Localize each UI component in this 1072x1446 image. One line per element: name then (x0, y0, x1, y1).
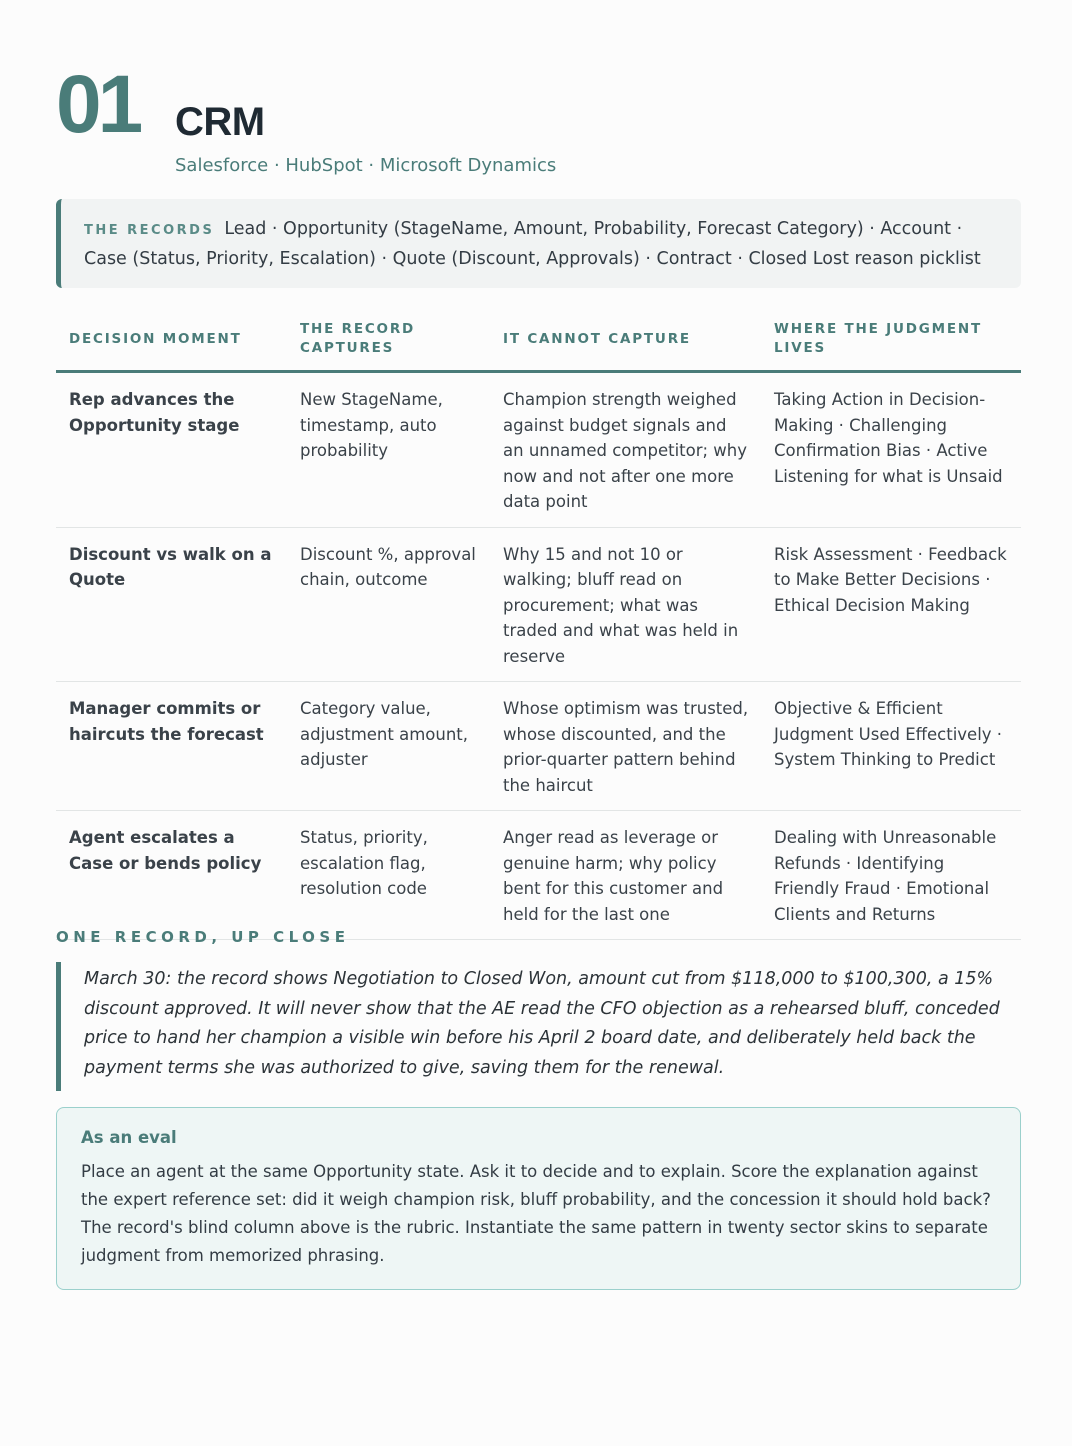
decision-moment-cell: Discount vs walk on a Quote (56, 527, 287, 682)
record-captures-cell: Status, priority, escalation flag, resolution code (287, 811, 490, 940)
table-row (56, 527, 1021, 682)
eval-title: As an eval (81, 1128, 177, 1147)
record-captures-cell: Discount %, approval chain, outcome (287, 527, 490, 682)
record-captures-cell: New StageName, timestamp, auto probability (287, 372, 490, 528)
decision-moment-cell: Rep advances the Opportunity stage (56, 372, 287, 528)
cannot-capture-cell: Anger read as leverage or genuine harm; why policy bent for this customer and held for the last one (490, 811, 761, 940)
column-header-decision-moment: DECISION MOMENT (56, 310, 287, 372)
records-text: Lead · Opportunity (StageName, Amount, Probability, Forecast Category) · Account · Case (Status, Priority, Escalation) · Quote (Discount, Approvals) · Contract · Closed Lost reason picklist (84, 219, 981, 269)
cannot-capture-cell: Whose optimism was trusted, whose discounted, and the prior-quarter pattern behind the haircut (490, 682, 761, 811)
column-header-record-captures: THE RECORD CAPTURES (287, 310, 490, 372)
decision-table (56, 310, 1021, 940)
judgment-lives-cell: Dealing with Unreasonable Refunds · Identifying Friendly Fraud · Emotional Clients and Returns (761, 811, 1021, 940)
decision-moment-cell: Manager commits or haircuts the forecast (56, 682, 287, 811)
closeup-label: ONE RECORD, UP CLOSE (56, 928, 350, 946)
judgment-lives-cell: Risk Assessment · Feedback to Make Better Decisions · Ethical Decision Making (761, 527, 1021, 682)
records-label: THE RECORDS (84, 223, 215, 238)
table-header-row (56, 310, 1021, 372)
eval-callout (56, 1107, 1021, 1290)
table-row (56, 811, 1021, 940)
records-callout (56, 199, 1021, 288)
eval-body: Place an agent at the same Opportunity state. Ask it to decide and to explain. Score the explanation against the expert reference set: did it weigh champion risk, bluff probability, and the concession it should hold back? The record's blind column above is the rubric. Instantiate the same pattern in twenty sector skins to separate judgment from memorized phrasing. (81, 1162, 991, 1265)
decision-moment-cell: Agent escalates a Case or bends policy (56, 811, 287, 940)
table-row (56, 372, 1021, 528)
cannot-capture-cell: Why 15 and not 10 or walking; bluff read on procurement; what was traded and what was held in reserve (490, 527, 761, 682)
judgment-lives-cell: Objective & Efficient Judgment Used Effectively · System Thinking to Predict (761, 682, 1021, 811)
closeup-quote: March 30: the record shows Negotiation to Closed Won, amount cut from $118,000 to $100,300, a 15% discount approved. It will never show that the AE read the CFO objection as a rehearsed bluff, conceded price to hand her champion a visible win before his April 2 board date, and deliberately held back the payment terms she was authorized to give, saving them for the renewal. (56, 962, 1021, 1091)
section-header (56, 59, 1016, 184)
section-number: 01 (56, 59, 140, 150)
section-subtitle: Salesforce · HubSpot · Microsoft Dynamics (175, 155, 557, 176)
judgment-lives-cell: Taking Action in Decision-Making · Challenging Confirmation Bias · Active Listening for what is Unsaid (761, 372, 1021, 528)
cannot-capture-cell: Champion strength weighed against budget signals and an unnamed competitor; why now and not after one more data point (490, 372, 761, 528)
section-title: CRM (175, 100, 265, 144)
table-row (56, 682, 1021, 811)
column-header-cannot-capture: IT CANNOT CAPTURE (490, 310, 761, 372)
column-header-judgment-lives: WHERE THE JUDGMENT LIVES (761, 310, 1021, 372)
record-captures-cell: Category value, adjustment amount, adjuster (287, 682, 490, 811)
